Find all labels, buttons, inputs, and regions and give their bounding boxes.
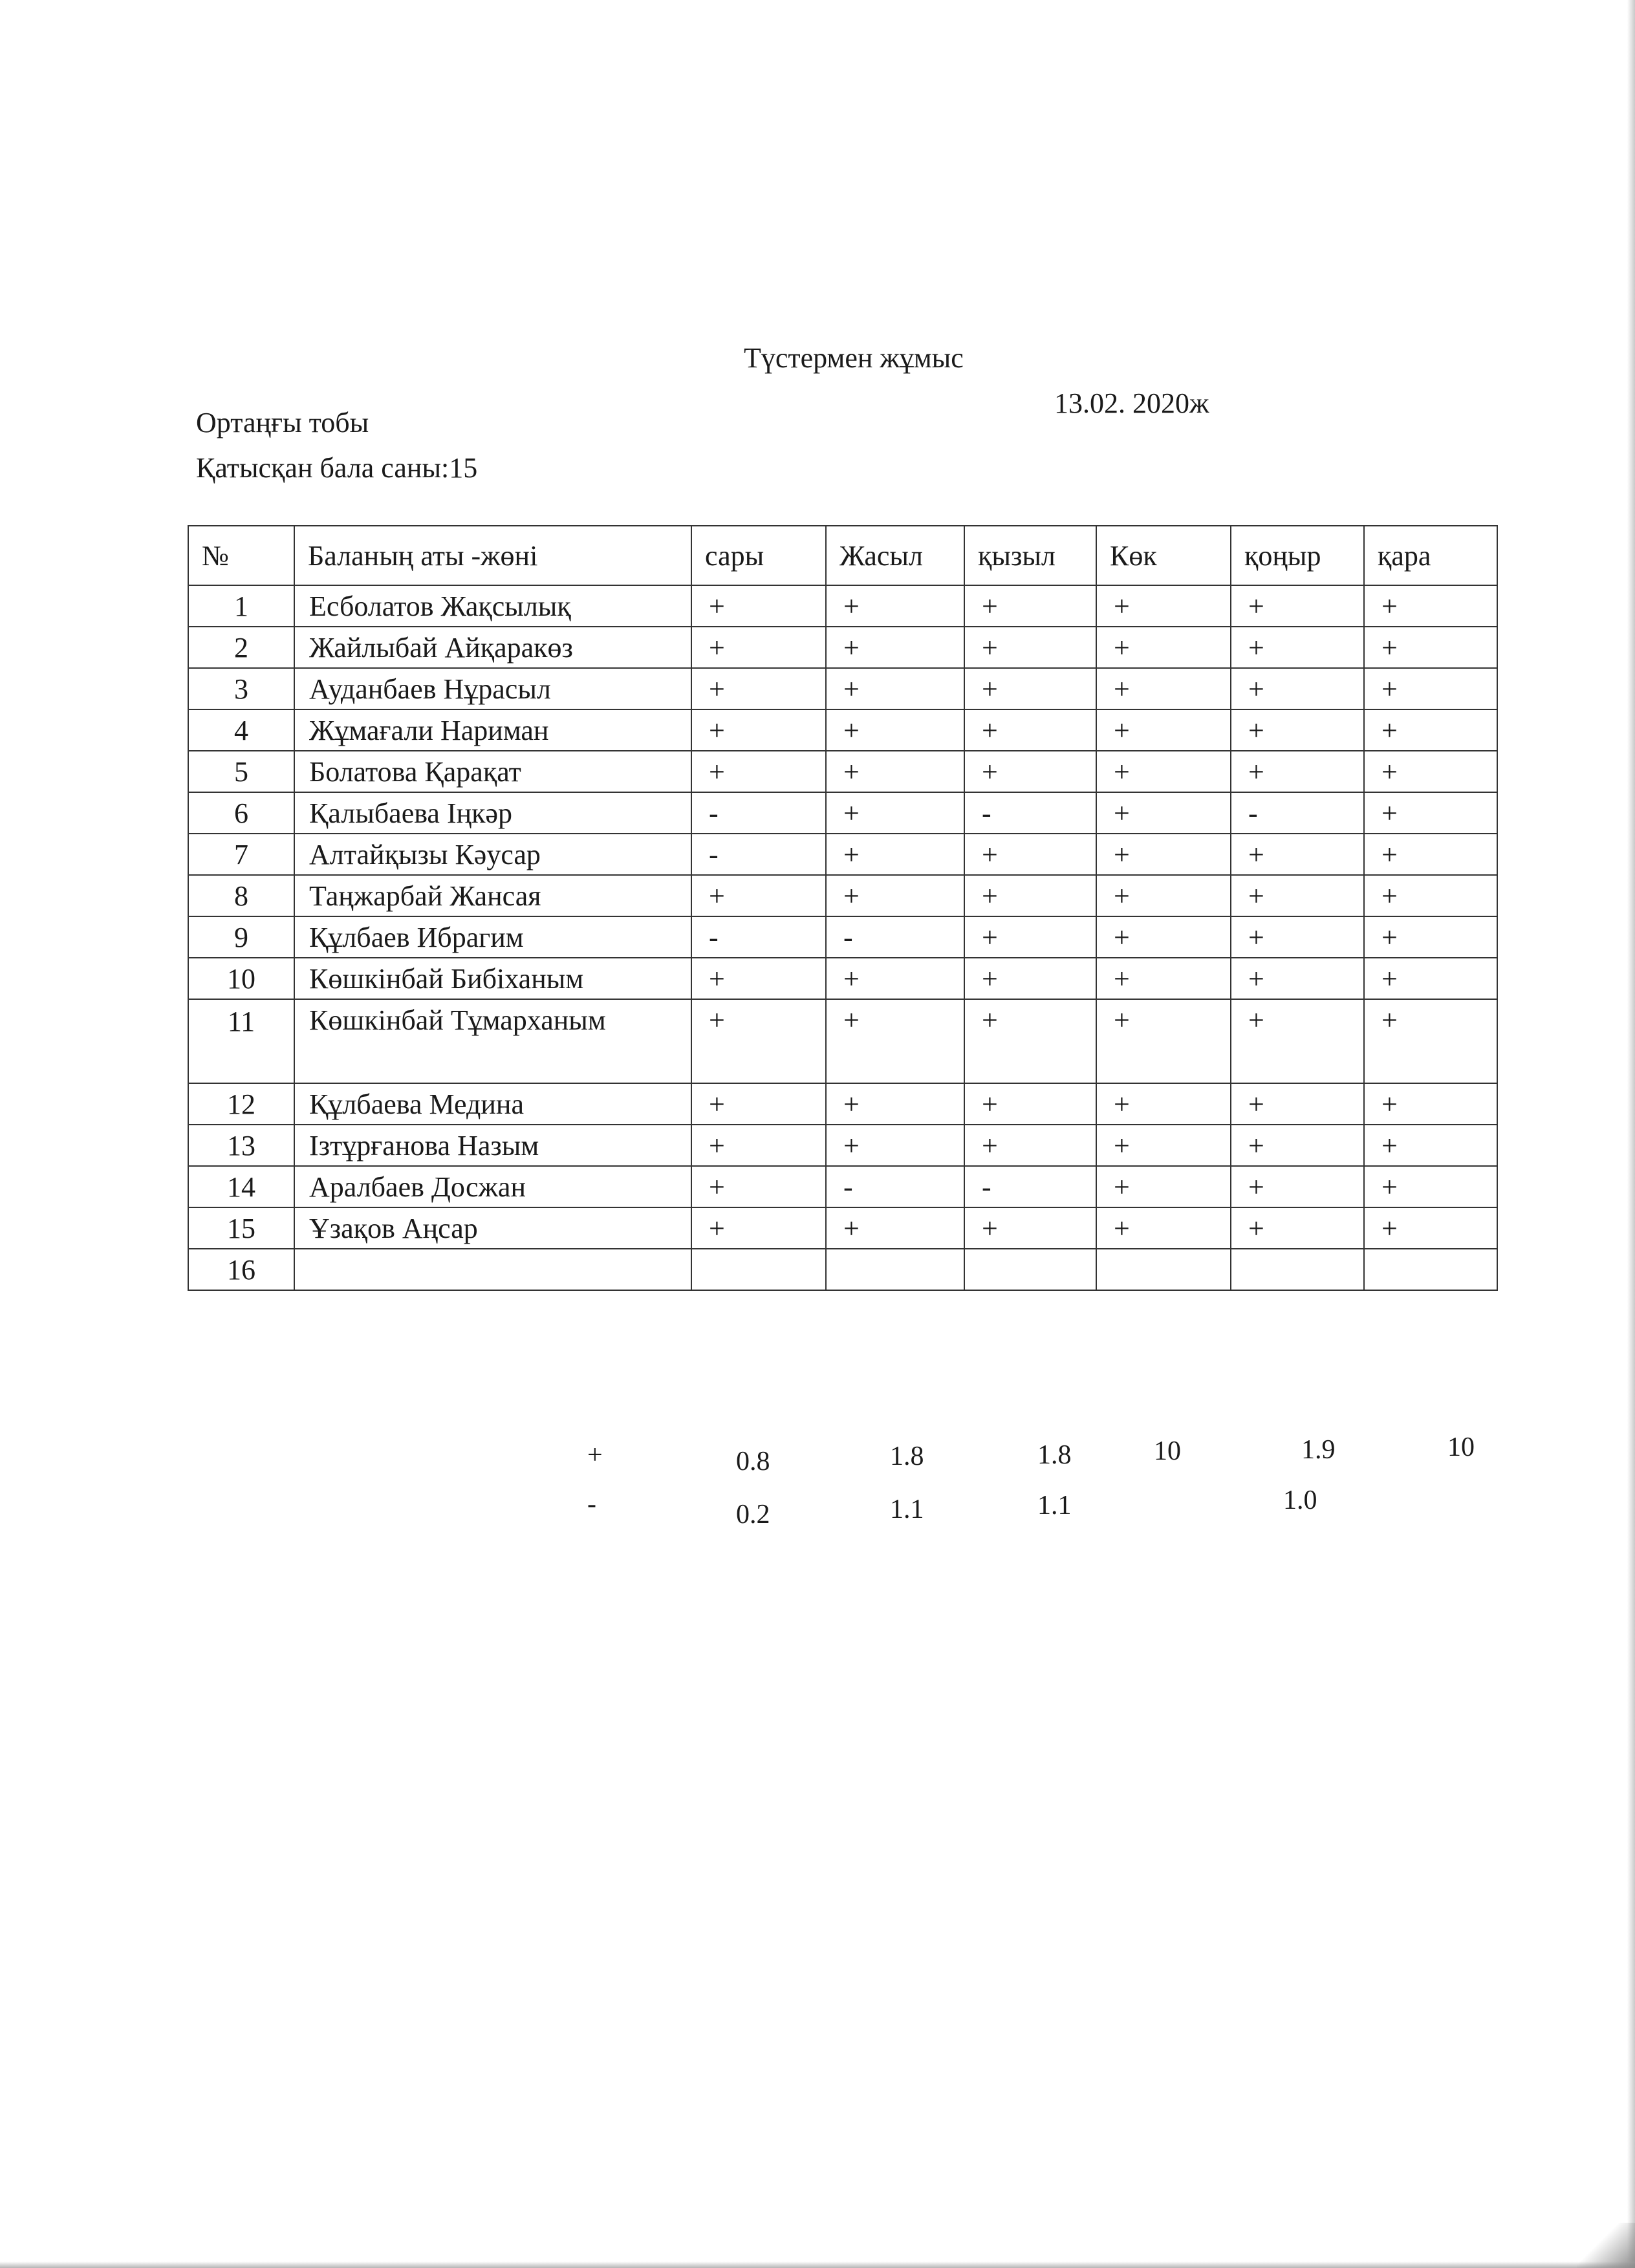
mark-yellow: - [691, 834, 826, 875]
mark-green: + [826, 585, 964, 627]
mark-green: - [826, 916, 964, 958]
summary-plus-value: 10 [1447, 1432, 1475, 1462]
mark-brown: + [1231, 709, 1364, 751]
mark-brown [1231, 1249, 1364, 1290]
row-number: 6 [188, 792, 294, 834]
mark-black: + [1364, 875, 1497, 916]
child-name: Есболатов Жақсылық [294, 585, 691, 627]
table-row [188, 1166, 1497, 1207]
mark-black: + [1364, 585, 1497, 627]
mark-black: + [1364, 1125, 1497, 1166]
child-name: Құлбаева Медина [294, 1083, 691, 1125]
mark-black: + [1364, 668, 1497, 709]
mark-black: + [1364, 792, 1497, 834]
document-date: 13.02. 2020ж [1054, 387, 1209, 419]
header-green: Жасыл [826, 526, 964, 585]
summary-minus-value: 0.2 [736, 1500, 770, 1529]
mark-blue: + [1096, 627, 1231, 668]
mark-green: - [826, 1166, 964, 1207]
mark-green: + [826, 668, 964, 709]
table-row [188, 627, 1497, 668]
mark-red: + [964, 585, 1096, 627]
mark-red: + [964, 751, 1096, 792]
mark-black [1364, 1249, 1497, 1290]
row-number: 16 [188, 1249, 294, 1290]
mark-yellow: + [691, 875, 826, 916]
mark-red [964, 1249, 1096, 1290]
mark-green: + [826, 627, 964, 668]
row-number: 8 [188, 875, 294, 916]
header-name: Баланың аты -жөні [294, 526, 691, 585]
mark-yellow: + [691, 709, 826, 751]
mark-black: + [1364, 916, 1497, 958]
table-row [188, 668, 1497, 709]
mark-yellow: + [691, 1083, 826, 1125]
group-name: Ортаңғы тобы [196, 407, 369, 438]
summary-minus-sign: - [587, 1489, 596, 1519]
table-row [188, 709, 1497, 751]
row-number: 7 [188, 834, 294, 875]
mark-brown: + [1231, 1125, 1364, 1166]
summary-minus-value: 1.1 [1037, 1491, 1072, 1520]
results-table [188, 525, 1498, 1291]
mark-black: + [1364, 958, 1497, 999]
table-row [188, 1207, 1497, 1249]
mark-blue: + [1096, 792, 1231, 834]
table-row [188, 875, 1497, 916]
table-row [188, 1249, 1497, 1290]
mark-red: + [964, 875, 1096, 916]
mark-yellow: + [691, 958, 826, 999]
scan-corner-shadow [1577, 2223, 1635, 2268]
mark-green: + [826, 751, 964, 792]
mark-brown: + [1231, 875, 1364, 916]
mark-blue: + [1096, 875, 1231, 916]
mark-brown: + [1231, 834, 1364, 875]
scan-edge-bottom [0, 2262, 1635, 2268]
mark-yellow: + [691, 668, 826, 709]
mark-yellow: + [691, 1125, 826, 1166]
mark-green: + [826, 1083, 964, 1125]
mark-black: + [1364, 834, 1497, 875]
summary-plus-value: 1.8 [890, 1442, 924, 1471]
mark-red: - [964, 1166, 1096, 1207]
summary-minus-value: 1.1 [890, 1495, 924, 1524]
participant-count: Қатысқан бала саны:15 [196, 452, 478, 484]
mark-brown: + [1231, 958, 1364, 999]
document-title: Түстермен жұмыс [744, 342, 964, 374]
mark-blue: + [1096, 751, 1231, 792]
mark-green: + [826, 1125, 964, 1166]
mark-green: + [826, 709, 964, 751]
table-row [188, 792, 1497, 834]
mark-yellow: + [691, 585, 826, 627]
child-name: Көшкінбай Бибіханым [294, 958, 691, 999]
mark-blue: + [1096, 1207, 1231, 1249]
summary-minus-value: 1.0 [1283, 1485, 1317, 1515]
mark-black: + [1364, 1166, 1497, 1207]
header-brown: қоңыр [1231, 526, 1364, 585]
table-row [188, 585, 1497, 627]
child-name: Аралбаев Досжан [294, 1166, 691, 1207]
mark-green: + [826, 834, 964, 875]
mark-blue: + [1096, 668, 1231, 709]
mark-brown: + [1231, 585, 1364, 627]
mark-black: + [1364, 627, 1497, 668]
summary-plus-value: 1.8 [1037, 1440, 1072, 1470]
child-name: Жайлыбай Айқаракөз [294, 627, 691, 668]
row-number: 15 [188, 1207, 294, 1249]
row-number: 11 [188, 999, 294, 1083]
mark-yellow: + [691, 627, 826, 668]
table-row [188, 751, 1497, 792]
mark-brown: + [1231, 1207, 1364, 1249]
child-name: Алтайқызы Кәусар [294, 834, 691, 875]
child-name: Ізтұрғанова Назым [294, 1125, 691, 1166]
mark-brown: + [1231, 627, 1364, 668]
table-row [188, 834, 1497, 875]
child-name [294, 1249, 691, 1290]
mark-yellow: + [691, 999, 826, 1083]
row-number: 4 [188, 709, 294, 751]
table-row [188, 958, 1497, 999]
mark-brown: + [1231, 999, 1364, 1083]
mark-red: + [964, 958, 1096, 999]
mark-green [826, 1249, 964, 1290]
mark-brown: + [1231, 1166, 1364, 1207]
child-name: Жұмағали Нариман [294, 709, 691, 751]
mark-blue: + [1096, 916, 1231, 958]
row-number: 14 [188, 1166, 294, 1207]
mark-red: + [964, 668, 1096, 709]
mark-blue: + [1096, 958, 1231, 999]
mark-red: + [964, 627, 1096, 668]
mark-red: + [964, 1083, 1096, 1125]
mark-brown: + [1231, 916, 1364, 958]
mark-black: + [1364, 751, 1497, 792]
mark-red: + [964, 1125, 1096, 1166]
row-number: 5 [188, 751, 294, 792]
mark-red: - [964, 792, 1096, 834]
mark-black: + [1364, 709, 1497, 751]
summary-plus-sign: + [587, 1440, 603, 1470]
mark-blue: + [1096, 585, 1231, 627]
table-row [188, 999, 1497, 1083]
mark-blue: + [1096, 1125, 1231, 1166]
child-name: Ауданбаев Нұрасыл [294, 668, 691, 709]
child-name: Қалыбаева Іңкәр [294, 792, 691, 834]
row-number: 10 [188, 958, 294, 999]
row-number: 9 [188, 916, 294, 958]
mark-black: + [1364, 999, 1497, 1083]
mark-yellow: - [691, 792, 826, 834]
mark-red: + [964, 916, 1096, 958]
mark-black: + [1364, 1083, 1497, 1125]
header-row [188, 526, 1497, 585]
table-row [188, 1083, 1497, 1125]
mark-black: + [1364, 1207, 1497, 1249]
mark-green: + [826, 792, 964, 834]
mark-green: + [826, 999, 964, 1083]
mark-yellow: + [691, 1207, 826, 1249]
mark-brown: + [1231, 668, 1364, 709]
mark-blue: + [1096, 1083, 1231, 1125]
row-number: 3 [188, 668, 294, 709]
mark-brown: - [1231, 792, 1364, 834]
mark-green: + [826, 1207, 964, 1249]
mark-yellow: - [691, 916, 826, 958]
row-number: 1 [188, 585, 294, 627]
summary-plus-value: 10 [1154, 1436, 1181, 1466]
mark-brown: + [1231, 1083, 1364, 1125]
mark-blue [1096, 1249, 1231, 1290]
child-name: Болатова Қарақат [294, 751, 691, 792]
summary-plus-value: 1.9 [1301, 1435, 1336, 1465]
mark-brown: + [1231, 751, 1364, 792]
table-row [188, 1125, 1497, 1166]
mark-green: + [826, 875, 964, 916]
row-number: 12 [188, 1083, 294, 1125]
child-name: Ұзақов Аңсар [294, 1207, 691, 1249]
scan-edge-right [1627, 0, 1635, 2268]
child-name: Құлбаев Ибрагим [294, 916, 691, 958]
child-name: Таңжарбай Жансая [294, 875, 691, 916]
mark-blue: + [1096, 1166, 1231, 1207]
header-blue: Көк [1096, 526, 1231, 585]
table-row [188, 916, 1497, 958]
mark-green: + [826, 958, 964, 999]
summary-plus-value: 0.8 [736, 1447, 770, 1476]
mark-yellow [691, 1249, 826, 1290]
mark-blue: + [1096, 999, 1231, 1083]
mark-blue: + [1096, 834, 1231, 875]
header-red: қызыл [964, 526, 1096, 585]
mark-red: + [964, 834, 1096, 875]
mark-blue: + [1096, 709, 1231, 751]
mark-yellow: + [691, 1166, 826, 1207]
header-number: № [188, 526, 294, 585]
mark-red: + [964, 709, 1096, 751]
mark-red: + [964, 1207, 1096, 1249]
header-yellow: сары [691, 526, 826, 585]
child-name: Көшкінбай Тұмарханым [294, 999, 691, 1083]
row-number: 13 [188, 1125, 294, 1166]
header-black: қара [1364, 526, 1497, 585]
row-number: 2 [188, 627, 294, 668]
mark-yellow: + [691, 751, 826, 792]
mark-red: + [964, 999, 1096, 1083]
